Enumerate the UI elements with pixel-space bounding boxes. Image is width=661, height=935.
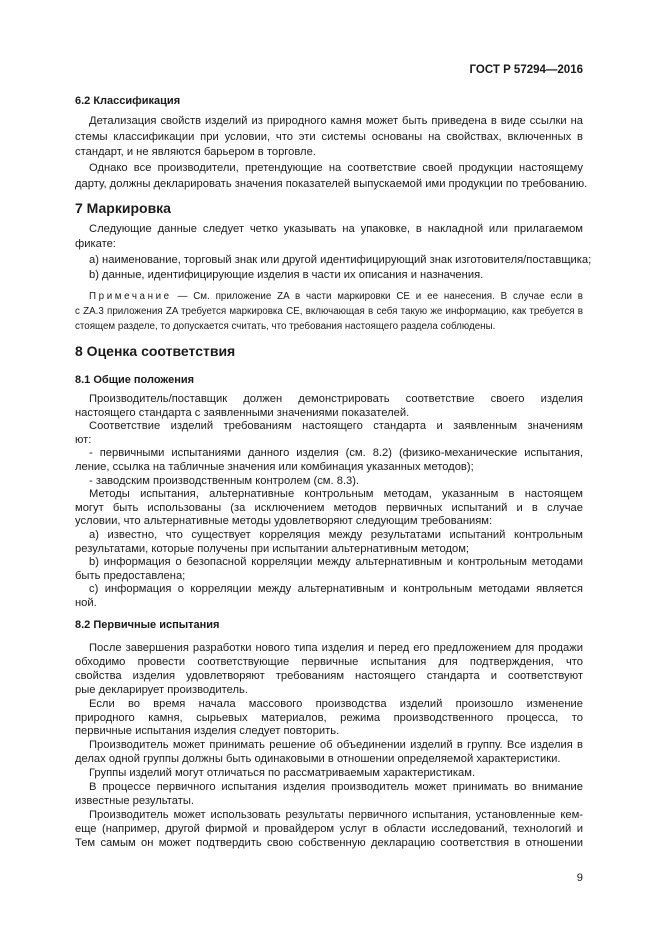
paragraph-line: рые декларирует производитель. xyxy=(75,683,248,696)
paragraph-line: После завершения разработки нового типа изделия и перед его предложением для продажи xyxy=(89,642,583,654)
paragraph-line: свойства изделия удовлетворяют требованиям настоящего стандарта и соответствуют xyxy=(75,669,583,682)
section-heading: 8.1 Общие положения xyxy=(75,374,195,386)
paragraph-line: стандарт, и не являются барьером в торговле. xyxy=(75,146,316,158)
list-item: результатами, которые получены при испытании альтернативным методом; xyxy=(75,542,470,555)
paragraph-line: Детализация свойств изделий из природного камня может быть приведена в виде ссылки на xyxy=(89,115,583,127)
paragraph-line: В процессе первичного испытания изделия производитель может принимать во внимание xyxy=(89,781,583,793)
document-header: ГОСТ Р 57294—2016 xyxy=(469,64,583,76)
list-item: b) информация о безопасной корреляции между альтернативным и контрольным методами xyxy=(89,556,583,569)
paragraph-line: еще (например, другой фирмой и провайдером услуг в области исследований, технологий и xyxy=(75,822,583,835)
section-heading: 8 Оценка соответствия xyxy=(75,343,236,359)
paragraph-line: фикате: xyxy=(75,238,116,250)
paragraph-line: делах одной группы должны быть одинаковыми в отношении определяемой характеристики. xyxy=(75,753,561,766)
paragraph-line: Производитель может принимать решение об объединении изделий в группу. Все изделия в xyxy=(89,739,583,752)
note-text: — См. приложение ZA в части маркировки СЕ и ее нанесения. В случае если в xyxy=(177,291,583,302)
list-item: быть предоставлена; xyxy=(75,569,186,582)
note-line: стоящем разделе, то допускается считать, что требования настоящего раздела соблюдены. xyxy=(75,321,496,332)
paragraph-line: Производитель/поставщик должен демонстрировать соответствие своего изделия xyxy=(89,393,583,405)
section-heading: 7 Маркировка xyxy=(75,200,171,216)
paragraph-line: настоящего стандарта с заявленными значениями показателей. xyxy=(75,406,410,419)
paragraph-line: Если во время начала массового производства изделий произошло изменение xyxy=(89,697,583,710)
paragraph-line: стемы классификации при условии, что эти системы основаны на свойствах, включенных в xyxy=(75,131,583,143)
paragraph-line: Следующие данные следует четко указывать на упаковке, в накладной или прилагаемом xyxy=(89,223,583,235)
list-item: ной. xyxy=(75,597,97,609)
paragraph-line: Производитель может использовать результаты первичного испытания, установленные кем- xyxy=(89,808,583,821)
paragraph-line: ют: xyxy=(75,433,92,446)
paragraph-line: природного камня, сырьевых материалов, режима производственного процесса, то xyxy=(75,711,583,724)
paragraph-line: первичные испытания изделия следует повторить. xyxy=(75,725,340,738)
paragraph-line: дарту, должны декларировать значения показателей выпускаемой ими продукции по требованию. xyxy=(75,178,588,190)
list-item: а) наименование, торговый знак или другой идентифицирующий знак изготовителя/поставщика; xyxy=(89,254,592,266)
paragraph-line: Методы испытания, альтернативные контрольным методам, указанным в настоящем xyxy=(89,488,583,501)
paragraph-line: условии, что альтернативные методы удовлетворяют следующим требованиям: xyxy=(75,515,493,528)
list-item: - заводским производственным контролем (см. 8.3). xyxy=(89,474,360,487)
list-item: ление, ссылка на табличные значения или комбинация указанных методов); xyxy=(75,461,474,473)
list-item: с) информация о корреляции между альтернативным и контрольным методами является xyxy=(89,583,583,596)
note-line xyxy=(89,290,583,304)
list-item: а) известно, что существует корреляция между результатами испытаний контрольным xyxy=(89,529,583,541)
paragraph-line: обходимо провести соответствующие первичные испытания для подтверждения, что xyxy=(75,655,583,668)
paragraph-line: Тем самым он может подтвердить свою собственную декларацию соответствия в отношении xyxy=(75,836,583,849)
paragraph-line: Однако все производители, претендующие на соответствие своей продукции настоящему xyxy=(89,162,583,174)
paragraph-line: Соответствие изделий требованиям настоящего стандарта и заявленным значениям xyxy=(89,420,583,433)
paragraph-line: известные результаты. xyxy=(75,794,194,807)
list-item: - первичными испытаниями данного изделия (см. 8.2) (физико-механические испытания, xyxy=(89,447,583,460)
page-number: 9 xyxy=(576,872,583,884)
section-heading: 8.2 Первичные испытания xyxy=(75,619,220,631)
note-label: Примечание xyxy=(89,291,172,302)
paragraph-line: Группы изделий могут отличаться по рассматриваемым характеристикам. xyxy=(89,767,476,780)
note-line: с ZA.3 приложения ZA требуется маркировка СЕ, включающая в себя такую же информацию, как требуется в xyxy=(75,306,583,317)
paragraph-line: могут быть использованы (за исключением методов первичных испытаний и в случае xyxy=(75,501,583,514)
list-item: b) данные, идентифицирующие изделия в части их описания и назначения. xyxy=(89,269,484,281)
section-heading: 6.2 Классификация xyxy=(75,95,181,107)
